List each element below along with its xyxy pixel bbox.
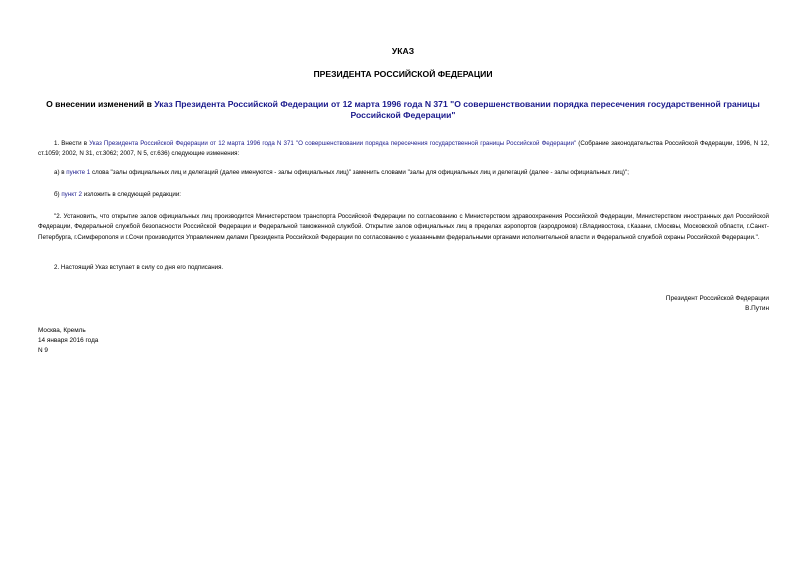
document-heading	[38, 99, 768, 121]
paragraph-1	[38, 139, 769, 160]
paragraph-2a	[38, 168, 769, 178]
signatory-name: В.Путин	[745, 305, 769, 313]
decree-number: N 9	[38, 347, 48, 355]
p2-prefix: а) в	[54, 169, 67, 176]
p2-clause-link[interactable]: пункте 1	[66, 169, 91, 176]
p3-clause-link[interactable]: пункт 2	[61, 191, 82, 198]
signing-place: Москва, Кремль	[38, 327, 86, 334]
paragraph-effective: 2. Настоящий Указ вступает в силу со дня его подписания.	[54, 264, 224, 271]
p3-prefix: б)	[54, 191, 62, 198]
p3-suffix: изложить в следующей редакции:	[81, 191, 182, 198]
signatory-position: Президент Российской Федерации	[665, 295, 769, 302]
p2-suffix: слова "залы официальных лиц и делегаций (далее именуются - залы официальных лиц)" заменить словами "залы для официальных лиц и делегаций (далее - залы официальных лиц)";	[90, 169, 629, 176]
heading-decree-link[interactable]: Указ Президента Российской Федерации от 12 марта 1996 года N 371 "О совершенствовании порядка пересечения государственной границы Российской Федерации"	[154, 99, 760, 120]
p1-decree-link[interactable]: Указ Президента Российской Федерации от 12 марта 1996 года N 371 "О совершенствовании порядка пересечения государственной границы Российской Федерации"	[89, 140, 577, 147]
heading-prefix: О внесении изменений в	[46, 99, 155, 109]
paragraph-quoted-clause: "2. Установить, что открытие залов официальных лиц производится Министерством транспорта Российской Федерации по согласованию с Министерством здравоохранения Российской Федерации, Министерством иностранных дел Российской Федерации, Федеральной службой безопасности Российской Федерации и Федеральной таможенной службой. Открытие залов официальных лиц в пределах аэропортов (аэродромов) г.Владивостока, г.Казани, г.Москвы, Московской области, г.Санкт-Петербурга, г.Симферополя и г.Сочи производится Управлением делами Президента Российской Федерации по согласованию с указанными федеральными органами исполнительной власти и Федеральной службой охраны Российской Федерации.".	[38, 213, 769, 241]
document-title: УКАЗ	[391, 46, 415, 56]
signing-date: 14 января 2016 года	[38, 337, 99, 345]
paragraph-2b	[38, 190, 769, 200]
p1-prefix: 1. Внести в	[54, 140, 90, 147]
signature-block	[666, 294, 769, 314]
document-issuer: ПРЕЗИДЕНТА РОССИЙСКОЙ ФЕДЕРАЦИИ	[313, 69, 493, 79]
p1-suffix: (Собрание законодательства Российской Федерации, 1996, N 12, ст.1059; 2002, N 31, ст.3062; 2007, N 5, ст.636) следующие изменения:	[38, 140, 769, 158]
place-date-block	[38, 326, 98, 357]
